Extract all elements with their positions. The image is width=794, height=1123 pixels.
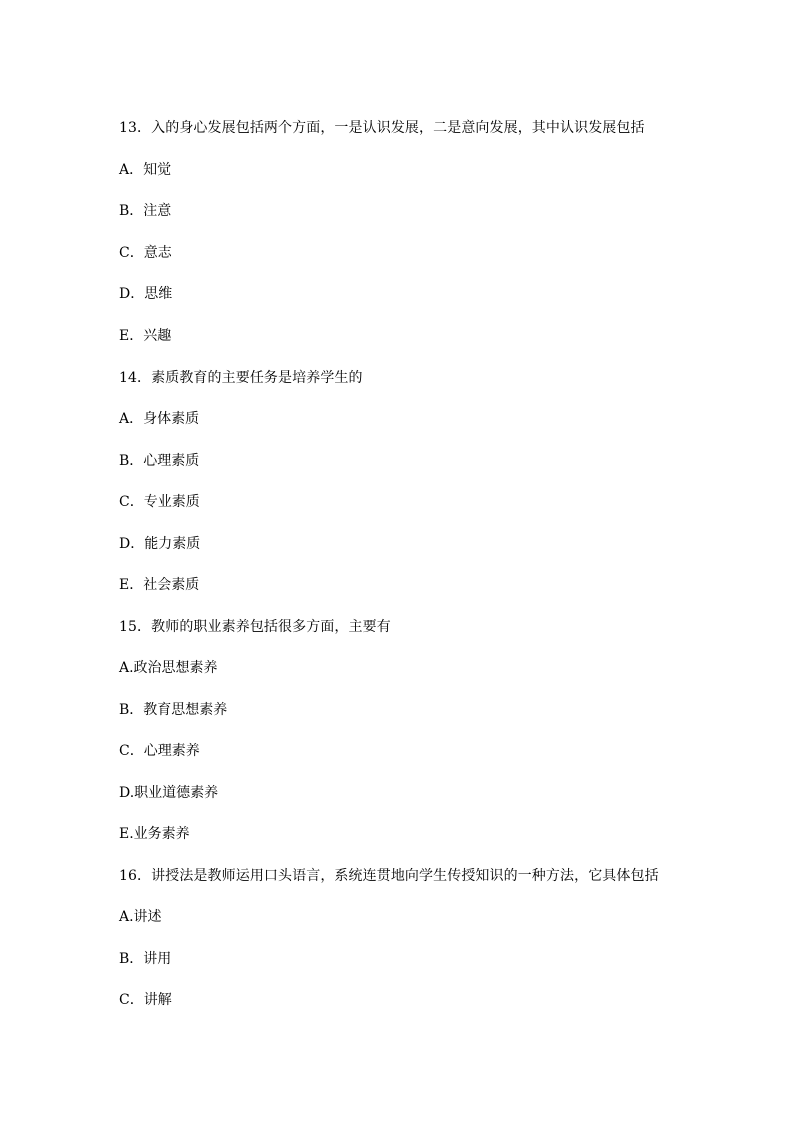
question-15-stem: 15．教师的职业素养包括很多方面，主要有 [119,619,391,635]
question-15-option-c: C．心理素养 [119,743,200,759]
question-13-option-e: E．兴趣 [119,328,172,344]
question-13-option-a: A．知觉 [119,162,172,178]
question-13-option-c: C．意志 [119,245,172,261]
question-14-option-b: B．心理素质 [119,453,200,469]
question-14-option-c: C．专业素质 [119,494,200,510]
question-15-option-b: B．教育思想素养 [119,702,228,718]
question-16-stem: 16．讲授法是教师运用口头语言，系统连贯地向学生传授知识的一种方法，它具体包括 [119,868,659,884]
question-16-option-c: C．讲解 [119,992,172,1008]
question-14-option-a: A．身体素质 [119,411,200,427]
question-16-option-b: B．讲用 [119,951,172,967]
question-14-stem: 14．素质教育的主要任务是培养学生的 [119,370,363,386]
question-15-option-d: D.职业道德素养 [119,785,219,801]
question-13-option-d: D．思维 [119,286,173,302]
question-15-option-e: E.业务素养 [119,826,190,842]
question-14-option-e: E．社会素质 [119,577,200,593]
question-16-option-a: A.讲述 [119,909,162,925]
question-13-stem: 13．入的身心发展包括两个方面，一是认识发展，二是意向发展，其中认识发展包括 [119,120,645,136]
question-13-option-b: B．注意 [119,203,172,219]
question-15-option-a: A.政治思想素养 [119,660,218,676]
question-14-option-d: D．能力素质 [119,536,201,552]
